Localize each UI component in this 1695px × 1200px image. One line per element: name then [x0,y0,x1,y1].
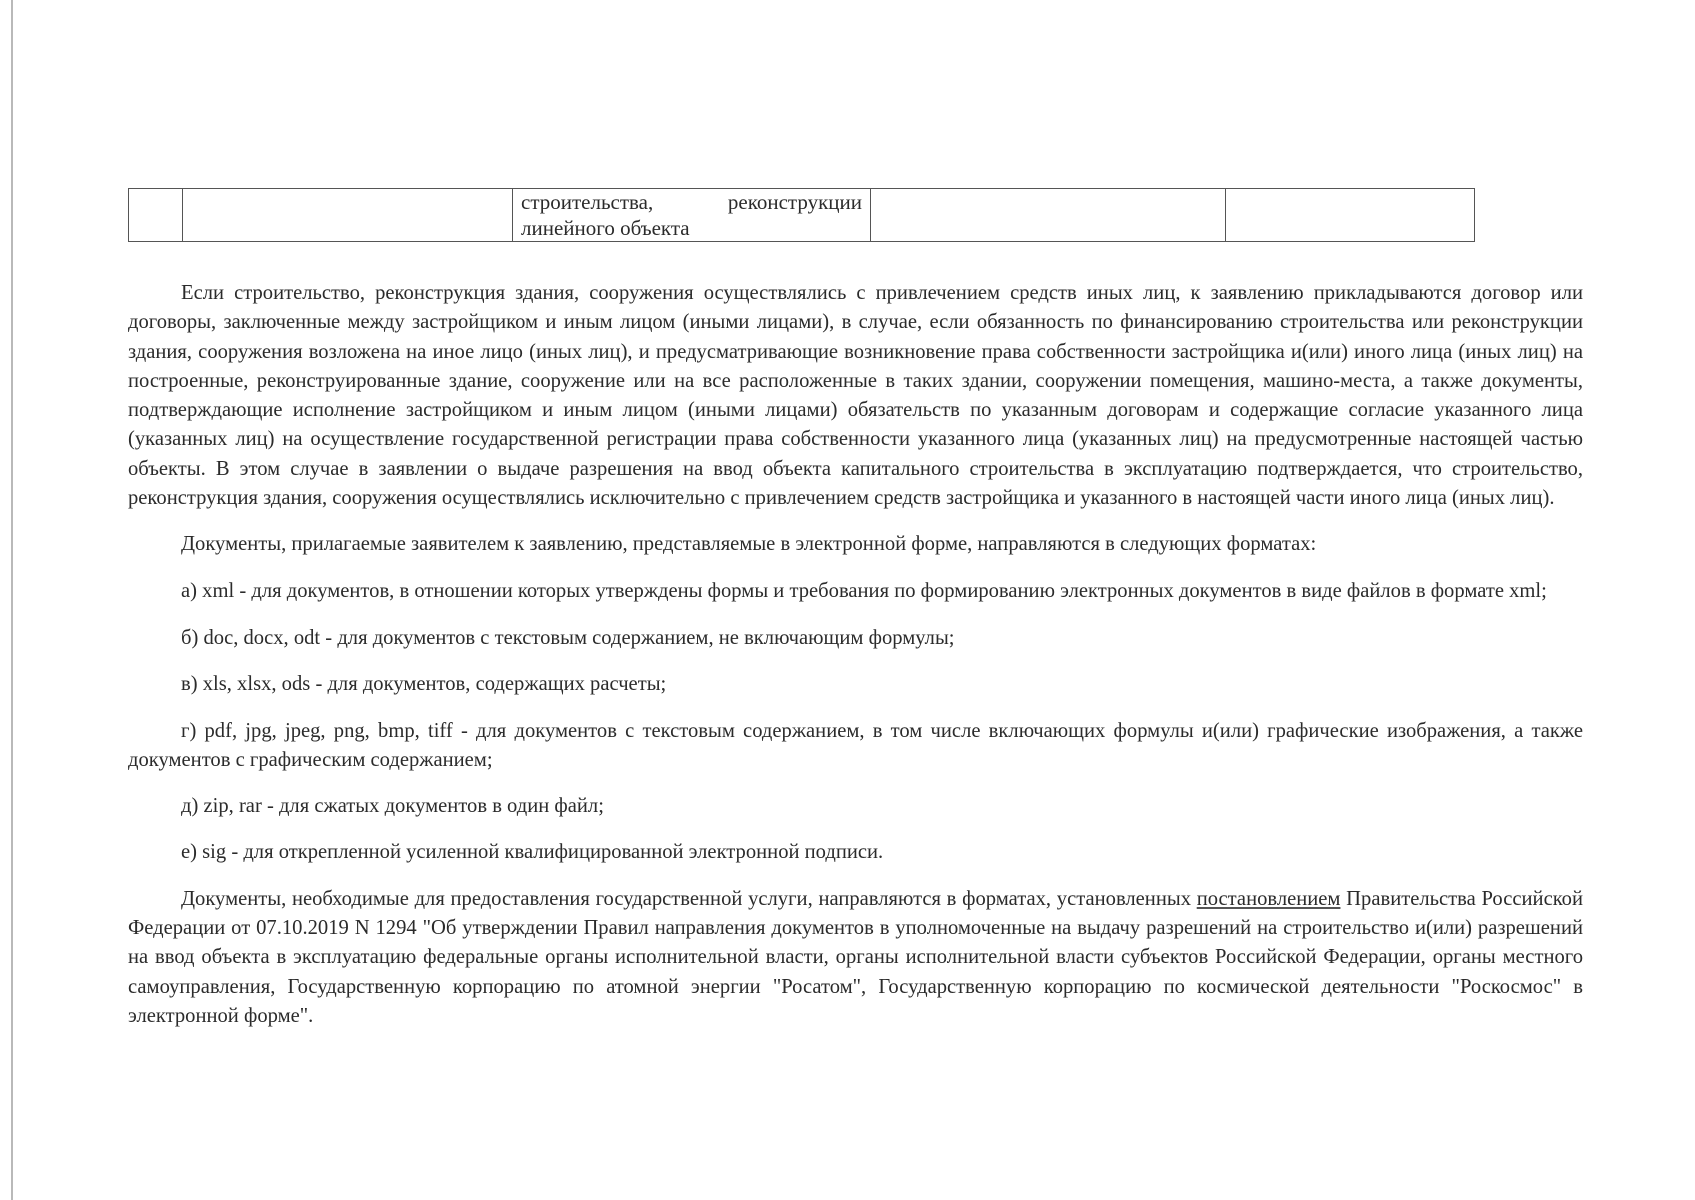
scan-left-edge [11,0,13,1200]
list-item-sig: е) sig - для открепленной усиленной квалифицированной электронной подписи. [181,841,884,864]
list-item-xml: а) xml - для документов, в отношении которых утверждены формы и требования по формированию электронных документов в виде файлов в формате xml; [181,579,1547,602]
continuation-table [128,188,1475,242]
table-cell-description-line2: линейного объекта [521,216,690,240]
list-item-doc: б) doc, docx, odt - для документов с текстовым содержанием, не включающим формулы; [181,626,955,649]
decree-text-end: Правительства Российской Федерации от 07.10.2019 N 1294 "Об утверждении Правил направления документов в уполномоченные на выдачу разрешений на строительство и(или) разрешений на ввод объекта в эксплуатацию федеральные органы исполнительной власти, органы исполнительной власти субъектов Российской Федерации, органы местного самоуправления, Государственную корпорацию по атомной энергии "Росатом", Государственную корпорацию по космической деятельности "Роскосмос" в электронной форме". [128,887,1583,1027]
paragraph-government-decree [128,885,1583,1031]
list-item-zip: д) zip, rar - для сжатых документов в один файл; [181,795,604,818]
table-cell-name [183,189,513,242]
table-cell-number [129,189,183,242]
decree-link[interactable]: постановлением [1196,887,1341,910]
document-page [128,188,1583,1031]
list-item-xls: в) xls, xlsx, ods - для документов, содержащих расчеты; [181,673,667,696]
table-cell-description-line1: строительства, реконструкции [521,190,862,214]
document-body [128,279,1583,1031]
table-cell-description [513,189,871,242]
paragraph-formats-intro: Документы, прилагаемые заявителем к заявлению, представляемые в электронной форме, направляются в следующих форматах: [181,533,1317,556]
table-cell-note [1226,189,1475,242]
paragraph-investors: Если строительство, реконструкция здания, сооружения осуществлялись с привлечением средств иных лиц, к заявлению прикладываются договор или договоры, заключенные между застройщиком и иным лицом (иными лицами), в случае, если обязанность по финансированию строительства или реконструкции здания, сооружения возложена на иное лицо (иных лиц), и предусматривающие возникновение права собственности застройщика и(или) иного лица (иных лиц) на построенные, реконструированные здание, сооружение или на все расположенные в таких здании, сооружении помещения, машино-места, а также документы, подтверждающие исполнение застройщиком и иным лицом (иными лицами) обязательств по указанным договорам и содержащие согласие указанного лица (указанных лиц) на осуществление государственной регистрации права собственности указанного лица (указанных лиц) на предусмотренные настоящей частью объекты. В этом случае в заявлении о выдаче разрешения на ввод объекта капитального строительства в эксплуатацию подтверждается, что строительство, реконструкция здания, сооружения осуществлялись исключительно с привлечением средств застройщика и указанного в настоящей части иного лица (иных лиц). [128,282,1583,510]
table-cell-document [871,189,1226,242]
list-item-pdf: г) pdf, jpg, jpeg, png, bmp, tiff - для документов с текстовым содержанием, в том числе включающих формулы и(или) графические изображения, а также документов с графическим содержанием; [128,719,1583,771]
decree-text-start: Документы, необходимые для предоставления государственной услуги, направляются в форматах, установленных [181,887,1197,910]
table-row [129,189,1475,242]
